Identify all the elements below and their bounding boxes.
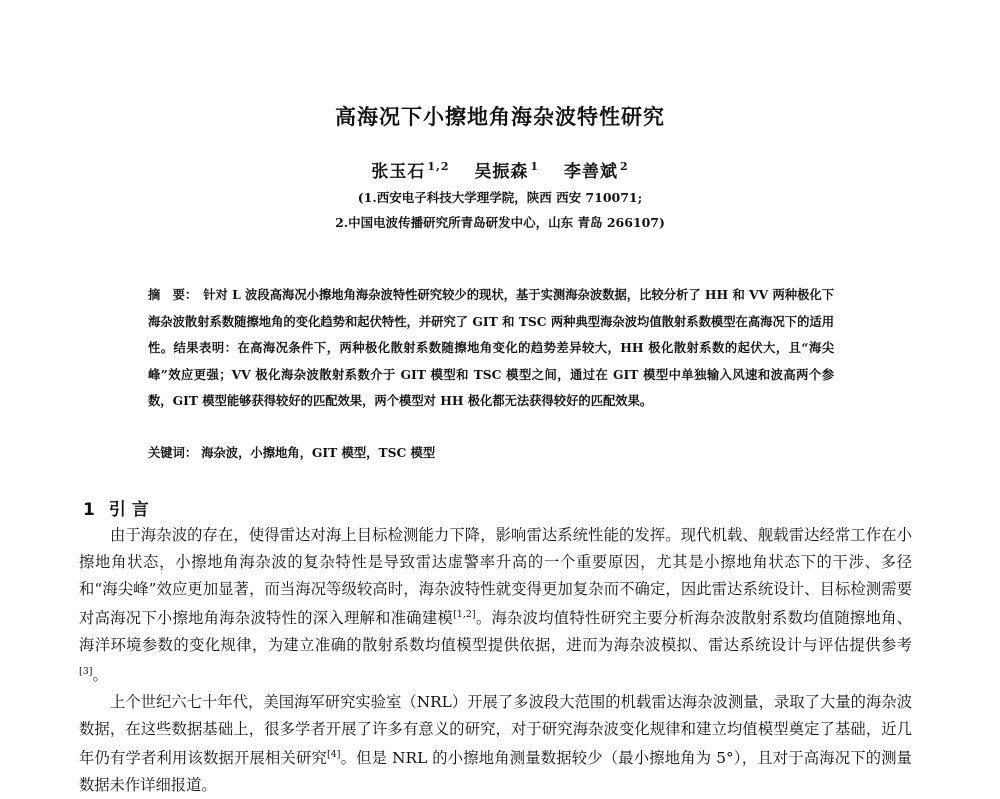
section-title: 引 言 bbox=[108, 500, 149, 520]
paragraph-text: 上个世纪六七十年代，美国海军研究实验室（NRL）开展了多波段大范围的机载雷达海杂波测量，录取了大量的海杂波数据，在这些数据基础上，很多学者开展了许多有意义的研究，对于研究海杂波变化规律和建立均值模型奠定了基础，近几年仍有学者利用该数据开展相关研究 bbox=[79, 692, 912, 768]
author-name: 吴振森 bbox=[474, 162, 529, 182]
keywords-label: 关键词： bbox=[148, 445, 198, 460]
keywords bbox=[148, 443, 834, 461]
author bbox=[564, 162, 629, 182]
author-list bbox=[0, 157, 1000, 182]
paragraph-text: 。海杂波均值特性研究主要分析海杂波散射系数均值随擦地角、海洋环境参数的变化规律，为建立准确的散射系数均值模型提供依据，进而为海杂波模拟、雷达系统设计与评估提供参考 bbox=[79, 609, 912, 655]
abstract-label: 摘 要： bbox=[148, 287, 198, 302]
author-name: 张玉石 bbox=[371, 162, 426, 182]
affiliation-2: 2.中国电波传播研究所青岛研发中心，山东 青岛 266107) bbox=[335, 215, 665, 230]
paragraph-text: 由于海杂波的存在，使得雷达对海上目标检测能力下降，影响雷达系统性能的发挥。现代机载、舰载雷达经常工作在小擦地角状态，小擦地角海杂波的复杂特性是导致雷达虚警率升高的一个重要原因，尤其是小擦地角状态下的干涉、多径和“海尖峰”效应更加显著，而当海况等级较高时，海杂波特性就变得更加复杂而不确定，因此雷达系统设计、目标检测需要对高海况下小擦地角海杂波特性的深入理解和准确建模 bbox=[79, 526, 912, 628]
abstract bbox=[148, 282, 834, 415]
section-heading bbox=[83, 495, 149, 520]
author-name: 李善斌 bbox=[563, 162, 618, 182]
citation: [4] bbox=[326, 749, 341, 761]
paragraph bbox=[79, 689, 912, 799]
keywords-text: 海杂波，小擦地角，GIT 模型，TSC 模型 bbox=[201, 445, 436, 460]
paragraph-text: 。 bbox=[92, 665, 108, 684]
citation: [1,2] bbox=[453, 609, 476, 621]
body-text bbox=[79, 522, 912, 799]
author-affiliation-mark: 1 bbox=[530, 160, 540, 173]
author-affiliation-mark: 1,2 bbox=[427, 160, 450, 173]
author bbox=[474, 162, 557, 182]
paragraph bbox=[79, 522, 912, 689]
author-affiliation-mark: 2 bbox=[619, 160, 629, 173]
author bbox=[371, 162, 467, 182]
citation: [3] bbox=[79, 665, 93, 677]
paper-title: 高海况下小擦地角海杂波特性研究 bbox=[335, 105, 665, 129]
affiliation-1: (1.西安电子科技大学理学院，陕西 西安 710071; bbox=[357, 190, 643, 205]
abstract-text: 针对 L 波段高海况小擦地角海杂波特性研究较少的现状，基于实测海杂波数据，比较分析了 HH 和 VV 两种极化下海杂波散射系数随擦地角的变化趋势和起伏特性，并研究了 GIT 和 TSC 两种典型海杂波均值散射系数模型在高海况下的适用性。结果表明：在高海况条件下，两种极化散射系数随擦地角变化的趋势差异较大，HH 极化散射系数的起伏大，且“海尖峰”效应更强；VV 极化海杂波散射系数介于 GIT 模型和 TSC 模型之间，通过在 GIT 模型中单独输入风速和波高两个参数，GIT 模型能够获得较好的匹配效果，两个模型对 HH 极化都无法获得较好的匹配效果。 bbox=[148, 287, 834, 408]
paragraph-text: 。但是 NRL 的小擦地角测量数据较少（最小擦地角为 5°），且对于高海况下的测量数据未作详细报道。 bbox=[79, 749, 912, 795]
section-number: 1 bbox=[83, 500, 95, 520]
